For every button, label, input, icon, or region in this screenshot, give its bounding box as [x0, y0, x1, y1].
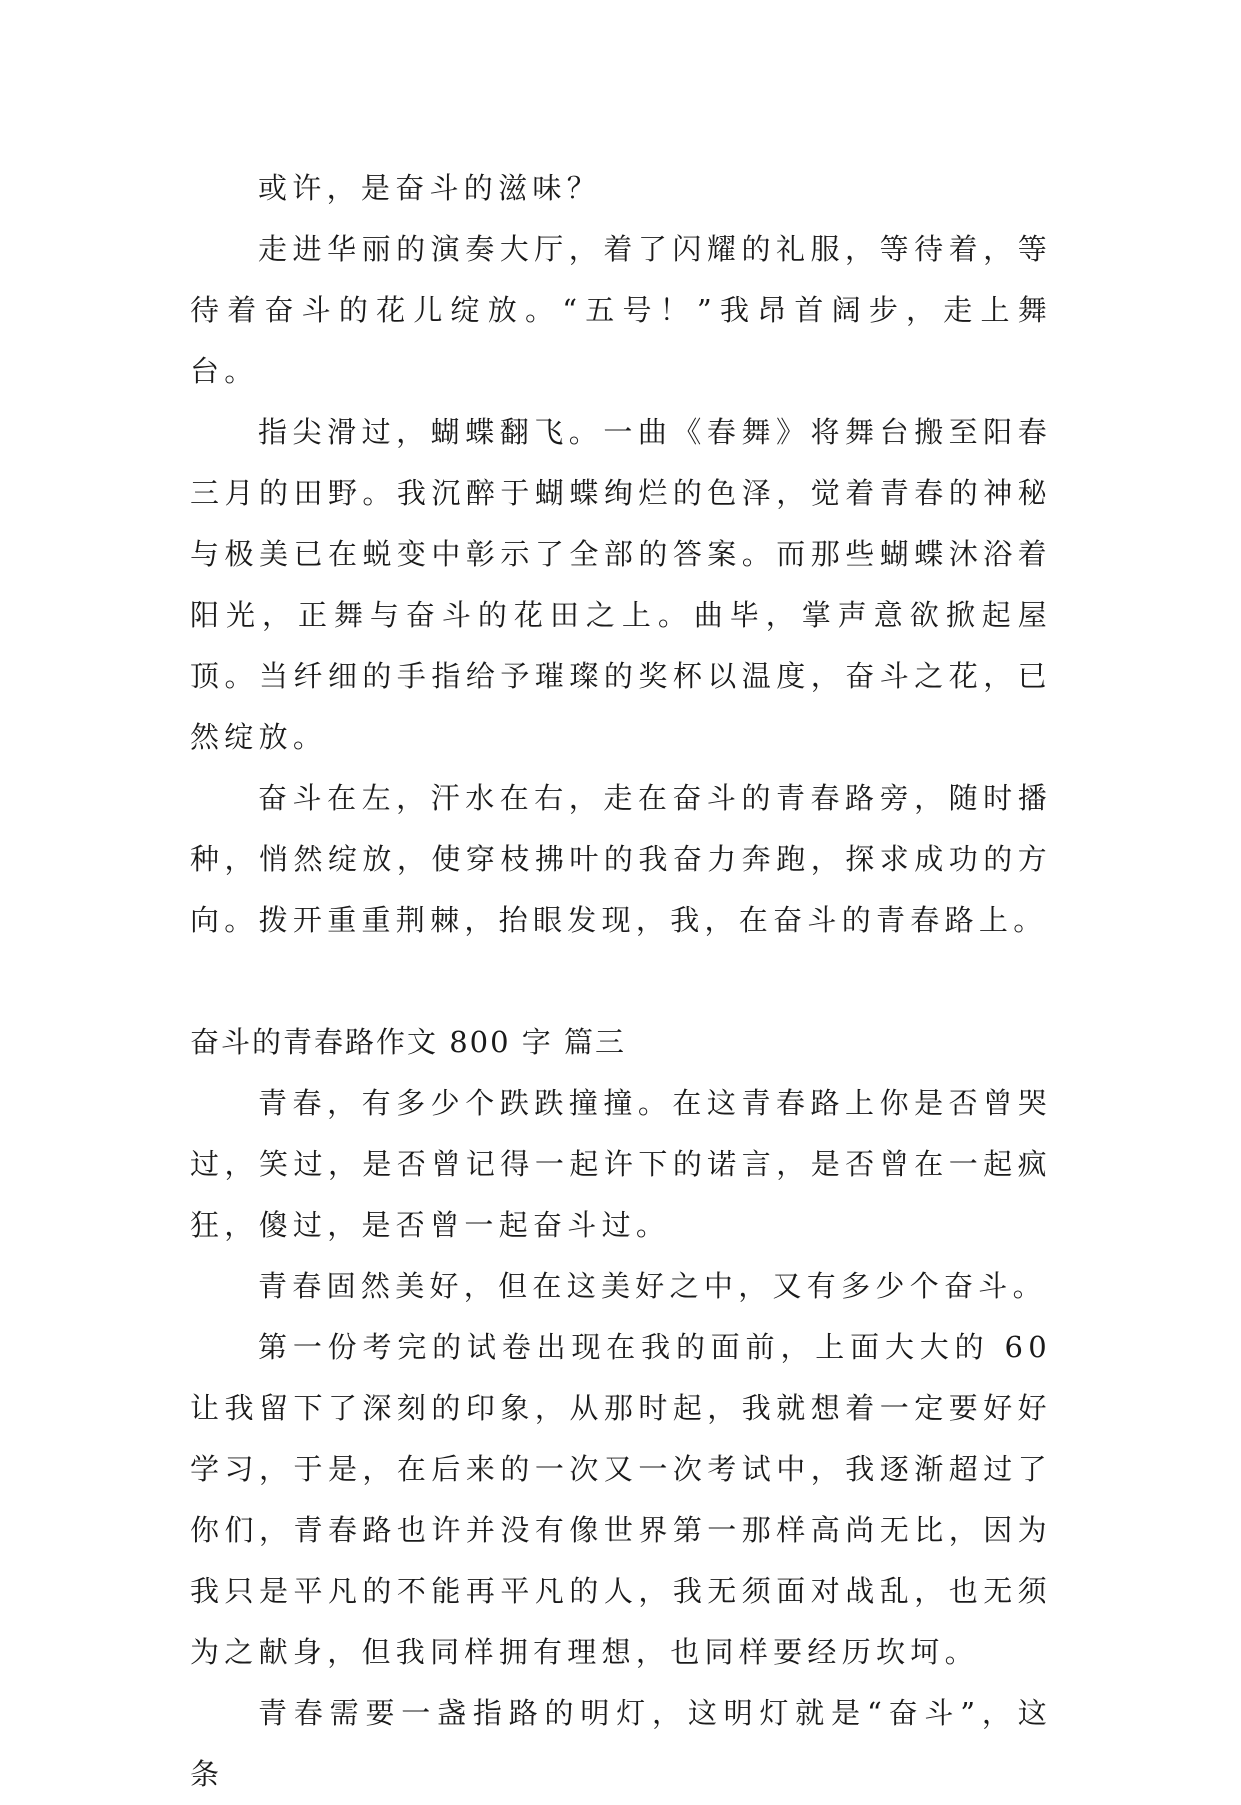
document-body [190, 158, 1052, 1805]
paragraph: 青春需要一盏指路的明灯，这明灯就是“奋斗”，这条 [190, 1696, 1052, 1791]
paragraph: 第一份考完的试卷出现在我的面前，上面大大的 60 让我留下了深刻的印象，从那时起，我就想着一定要好好学习，于是，在后来的一次又一次考试中，我逐渐超过了你们，青春路也许并没有像世界第一那样高尚无比，因为我只是平凡的不能再平凡的人，我无须面对战乱，也无须为之献身，但我同样拥有理想，也同样要经历坎坷。 [190, 1330, 1052, 1669]
paragraph: 青春固然美好，但在这美好之中，又有多少个奋斗。 [258, 1269, 1047, 1303]
paragraph: 走进华丽的演奏大厅，着了闪耀的礼服，等待着，等待着奋斗的花儿绽放。“五号！”我昂首阔步，走上舞台。 [190, 232, 1052, 388]
paragraph: 指尖滑过，蝴蝶翻飞。一曲《春舞》将舞台搬至阳春三月的田野。我沉醉于蝴蝶绚烂的色泽，觉着青春的神秘与极美已在蜕变中彰示了全部的答案。而那些蝴蝶沐浴着阳光，正舞与奋斗的花田之上。曲毕，掌声意欲掀起屋顶。当纤细的手指给予璀璨的奖杯以温度，奋斗之花，已然绽放。 [190, 415, 1052, 754]
section-heading: 奋斗的青春路作文 800 字 篇三 [190, 1025, 627, 1059]
paragraph: 或许，是奋斗的滋味？ [258, 171, 602, 205]
paragraph: 青春，有多少个跌跌撞撞。在这青春路上你是否曾哭过，笑过，是否曾记得一起许下的诺言，是否曾在一起疯狂，傻过，是否曾一起奋斗过。 [190, 1086, 1052, 1242]
paragraph: 奋斗在左，汗水在右，走在奋斗的青春路旁，随时播种，悄然绽放，使穿枝拂叶的我奋力奔跑，探求成功的方向。拨开重重荆棘，抬眼发现，我，在奋斗的青春路上。 [190, 781, 1052, 937]
